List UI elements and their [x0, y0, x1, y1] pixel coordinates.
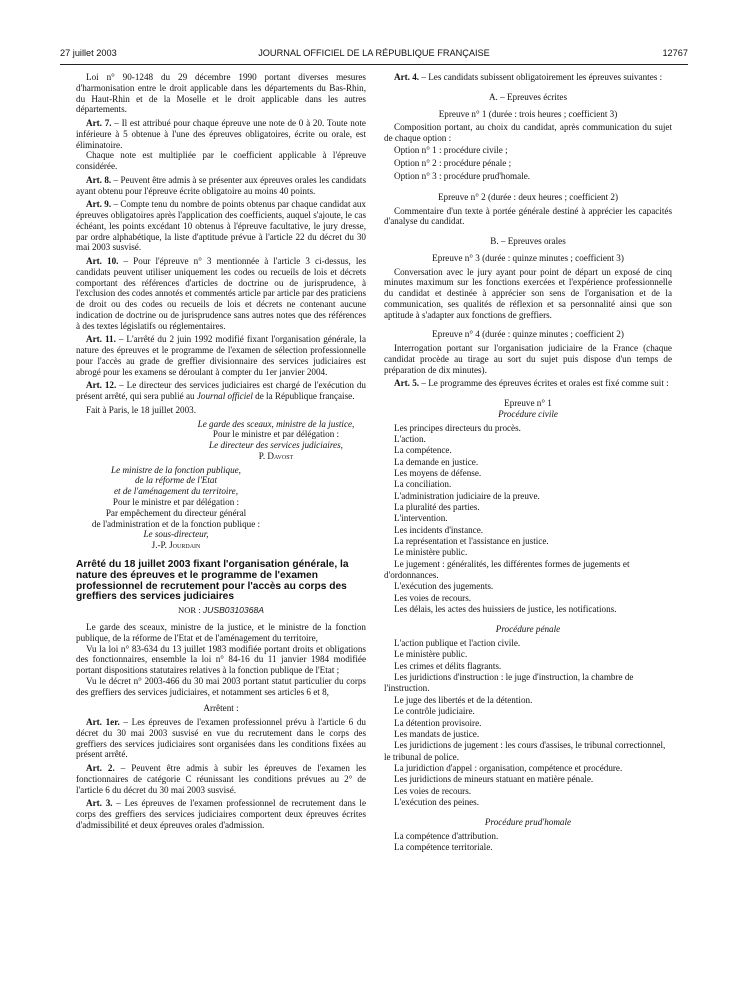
article-10: [76, 256, 366, 331]
list-item: L'administration judiciaire de la preuve.: [394, 490, 540, 501]
list-item: La conciliation.: [394, 479, 452, 490]
procedure-civile-heading: Procédure civile: [498, 408, 558, 419]
procedure-prudhomale-list: [384, 831, 672, 854]
header-date: 27 juillet 2003: [60, 48, 117, 58]
article-9: [76, 199, 366, 253]
article-2-text: – Peuvent être admis à subir les épreuves de l'examen les fonctionnaires de catégorie C réunissant les conditions prévues au 2° de l'article 6 du décret du 30 mai 2003 susvisé.: [76, 763, 366, 795]
epreuve-4-text: Interrogation portant sur l'organisation judiciaire de la France (chaque candidat procède au tirage au sort du sujet puis dispose d'un temps de préparation de dix minutes).: [384, 343, 672, 375]
list-item: La représentation et l'assistance en justice.: [394, 535, 549, 546]
epreuve-3-heading: Epreuve n° 3 (durée : quinze minutes ; coefficient 3): [432, 252, 624, 263]
header-page-number: 12767: [662, 48, 688, 58]
signatory-2-empechement: Par empêchement du directeur général: [105, 507, 247, 518]
option-1: Option n° 1 : procédure civile ;: [394, 144, 508, 155]
signature-block-2: [76, 465, 276, 551]
list-item: Le ministère public.: [394, 649, 468, 660]
list-item: L'action publique et l'action civile.: [394, 638, 521, 649]
signatory-2-role: Le sous-directeur,: [143, 529, 209, 540]
list-item: Le ministère public.: [394, 547, 468, 558]
visa-decret: Vu le décret n° 2003-466 du 30 mai 2003 portant statut particulier du corps des greffiers des services judiciaires, et notamment ses articles 6 et 8,: [76, 675, 366, 697]
left-column: [76, 72, 366, 831]
article-4-label: Art. 4.: [394, 72, 420, 82]
list-item: Le juge des libertés et de la détention.: [394, 694, 533, 705]
list-item: La compétence d'attribution.: [394, 831, 499, 841]
article-7-text: – Il est attribué pour chaque épreuve une note de 0 à 20. Toute note inférieure à 5 obtenue à l'une des épreuves obligatoires, écrite ou orale, est éliminatoire.: [76, 118, 366, 150]
article-12: [76, 380, 366, 402]
article-11: [76, 334, 366, 377]
signatory-2-title-3: et de l'aménagement du territoire,: [113, 486, 238, 497]
nor-code: JUSB0310368A: [202, 605, 264, 616]
list-item: Les mandats de justice.: [394, 728, 480, 739]
article-7-label: Art. 7.: [86, 118, 112, 128]
signature-block-1: [76, 419, 366, 462]
article-3-text: – Les épreuves de l'examen professionnel de recrutement dans le corps des greffiers des services judiciaires comportent deux épreuves écrites d'admissibilité et deux épreuves orales d'admission.: [76, 798, 366, 830]
procedure-penale-heading: Procédure pénale: [495, 624, 561, 635]
option-2: Option n° 2 : procédure pénale ;: [394, 157, 512, 168]
programme-epreuve-1-heading: Epreuve n° 1: [504, 398, 552, 408]
epreuve-4-heading: Epreuve n° 4 (durée : quinze minutes ; coefficient 2): [432, 329, 624, 340]
epreuve-2-heading: Epreuve n° 2 (durée : deux heures ; coefficient 2): [437, 191, 619, 202]
article-8: [76, 175, 366, 197]
fait-a-paris: Fait à Paris, le 18 juillet 2003.: [86, 404, 196, 415]
article-2: [76, 763, 366, 795]
intro-paragraph: Loi n° 90-1248 du 29 décembre 1990 portant diverses mesures d'harmonisation entre le droit applicable dans les départements du Bas-Rhin, du Haut-Rhin et de la Moselle et le droit applicable dans les autres départements.: [76, 72, 366, 115]
arretent: Arrêtent :: [203, 703, 239, 714]
article-1: [76, 717, 366, 760]
list-item: Les incidents d'instance.: [394, 524, 484, 535]
option-3: Option n° 3 : procédure prud'homale.: [394, 170, 531, 181]
visa-loi: Vu la loi n° 83-634 du 13 juillet 1983 modifiée portant droits et obligations des fonctionnaires, ensemble la loi n° 84-16 du 11 janvier 1984 modifiée portant dispositions statutaires relatives à la fonction publique de l'Etat ;: [76, 643, 366, 675]
list-item: L'action.: [394, 433, 426, 444]
list-item: Les voies de recours.: [394, 785, 472, 796]
article-9-label: Art. 9.: [86, 199, 112, 210]
signatory-1-role: Le directeur des services judiciaires,: [209, 440, 343, 451]
signatory-2-empechement-2: de l'administration et de la fonction publique :: [91, 518, 261, 529]
nor-label: NOR :: [178, 605, 203, 616]
section-a-heading-text: A. – Epreuves écrites: [488, 91, 568, 102]
epreuve-1-heading: Epreuve n° 1 (durée : trois heures ; coefficient 3): [438, 108, 618, 119]
right-column: [384, 72, 672, 854]
list-item: Les crimes et délits flagrants.: [394, 660, 502, 671]
header-journal-title: JOURNAL OFFICIEL DE LA RÉPUBLIQUE FRANÇAISE: [258, 48, 490, 58]
section-b-heading: B. – Epreuves orales: [490, 236, 566, 246]
epreuve-3-text: Conversation avec le jury ayant pour point de départ un exposé de cinq minutes maximum sur les fonctions exercées et l'expérience professionnelle du candidat et destinée à apprécier son sens de l'organisation et de la communication, ses qualités de réflexion et sa personnalité ainsi que son aptitude à s'adapter aux fonctions de greffiers.: [384, 266, 672, 320]
article-1-label: Art. 1er.: [86, 717, 120, 727]
nor-line: [76, 605, 366, 616]
article-7-text-2: Chaque note est multipliée par le coefficient applicable à l'épreuve considérée.: [76, 150, 366, 171]
article-5-label: Art. 5.: [394, 378, 420, 389]
list-item: La compétence.: [394, 445, 452, 456]
list-item: L'exécution des peines.: [394, 796, 480, 807]
list-item: La juridiction d'appel : organisation, compétence et procédure.: [394, 762, 623, 773]
procedure-penale-list: [384, 638, 672, 808]
list-item: La demande en justice.: [394, 456, 479, 467]
article-4: [384, 72, 672, 83]
article-9-text: – Compte tenu du nombre de points obtenus par chaque candidat aux épreuves obligatoires après l'application des coefficients, auquel s'ajoute, le cas échéant, les points excédant 10 obtenus à l'épreuve facultative, le jury dresse, par ordre alphabétique, la liste d'aptitude prévue à l'article 22 du décret du 30 mai 2003 susvisé.: [76, 199, 366, 253]
procedure-prudhomale-heading: Procédure prud'homale: [484, 817, 572, 828]
list-item: Les juridictions de jugement : les cours d'assises, le tribunal correctionnel, le tribunal de police.: [384, 740, 666, 762]
article-12-text: – Le directeur des services judiciaires est chargé de l'exécution du présent arrêté, qui sera publié au: [76, 380, 366, 401]
list-item: La compétence territoriale.: [394, 842, 493, 853]
article-2-label: Art. 2.: [86, 763, 115, 773]
article-3-label: Art. 3.: [86, 798, 113, 809]
article-7: [76, 118, 366, 150]
arrete-title: Arrêté du 18 juillet 2003 fixant l'organisation générale, la nature des épreuves et le programme de l'examen professionnel de recrutement pour l'accès au corps des greffiers des services judiciaires: [76, 559, 349, 603]
section-a-heading: [384, 92, 672, 103]
article-10-label: Art. 10.: [86, 256, 119, 266]
article-4-text: – Les candidats subissent obligatoirement les épreuves suivantes :: [419, 72, 663, 82]
signatory-1-name: P. Davost: [258, 450, 294, 461]
list-item: Le contrôle judiciaire.: [394, 706, 475, 717]
page-header: [60, 48, 688, 62]
signatory-2-delegation: Pour le ministre et par délégation :: [112, 497, 240, 508]
list-item: Les juridictions d'instruction : le juge d'instruction, la chambre de l'instruction.: [384, 672, 634, 694]
signatory-1-title: Le garde des sceaux, ministre de la justice,: [197, 418, 355, 429]
list-item: Les délais, les actes des huissiers de justice, les notifications.: [394, 604, 617, 614]
list-item: Les moyens de défense.: [394, 467, 482, 478]
list-item: La détention provisoire.: [394, 717, 482, 728]
article-11-label: Art. 11.: [86, 334, 116, 345]
article-12-label: Art. 12.: [86, 380, 117, 391]
article-12-end: de la République française.: [252, 391, 355, 401]
signatory-1-delegation: Pour le ministre et par délégation :: [212, 429, 340, 440]
list-item: L'exécution des jugements.: [394, 581, 494, 592]
article-8-text: – Peuvent être admis à se présenter aux épreuves orales les candidats ayant obtenu pour l'épreuve écrite obligatoire au moins 40 points.: [76, 174, 366, 196]
signatory-2-title: Le ministre de la fonction publique,: [111, 464, 241, 475]
article-5: [384, 378, 672, 389]
epreuve-2-text: Commentaire d'un texte à portée générale destiné à apprécier les capacités d'analyse du candidat.: [384, 205, 672, 227]
article-8-label: Art. 8.: [86, 174, 112, 185]
list-item: Les voies de recours.: [394, 592, 472, 603]
list-item: La pluralité des parties.: [394, 501, 480, 512]
list-item: Le jugement : généralités, les différentes formes de jugements et d'ordonnances.: [384, 558, 630, 580]
epreuve-1-text: Composition portant, au choix du candidat, après communication du sujet de chaque option :: [384, 122, 672, 143]
list-item: Les juridictions de mineurs statuant en matière pénale.: [394, 774, 594, 785]
article-3: [76, 798, 366, 830]
procedure-civile-list: [384, 423, 672, 616]
signatory-2-name: J.-P. Jourdain: [151, 540, 201, 551]
signatory-2-title-2: de la réforme de l'Etat: [134, 475, 218, 486]
article-11-text: – L'arrêté du 2 juin 1992 modifié fixant l'organisation générale, la nature des épreuves et le programme de l'examen de sélection professionnelle pour l'accès au grade de greffier divisionnaire des services judiciaires est abrogé pour les examens se déroulant à compter du 1er janvier 2004.: [76, 334, 366, 377]
list-item: L'intervention.: [394, 513, 448, 524]
article-1-text: – Les épreuves de l'examen professionnel prévu à l'article 6 du décret du 30 mai 2003 susvisé en vue du recrutement dans le corps des greffiers des services judiciaires sont organisées dans les conditions fixées au présent arrêté.: [76, 717, 366, 760]
header-rule: [60, 64, 688, 65]
article-10-text: – Pour l'épreuve n° 3 mentionnée à l'article 3 ci-dessus, les candidats peuvent utiliser uniquement les codes ou recueils de lois et décrets comportant des références d'articles de doctrine ou de jurisprudence, à l'exclusion des codes annotés et commentés article par article par des praticiens de droit ou des codes ou recueils de lois et décrets ne contenant aucune indication de doctrine ou de jurisprudence sans autres notes que des références à des textes législatifs ou réglementaires.: [76, 256, 366, 331]
list-item: Les principes directeurs du procès.: [394, 422, 521, 433]
visa-intro: Le garde des sceaux, ministre de la justice, et le ministre de la fonction publique, de la réforme de l'Etat et de l'aménagement du territoire,: [76, 622, 366, 643]
journal-officiel-ref: Journal officiel: [196, 391, 253, 401]
article-5-text: – Le programme des épreuves écrites et orales est fixé comme suit :: [419, 378, 669, 389]
